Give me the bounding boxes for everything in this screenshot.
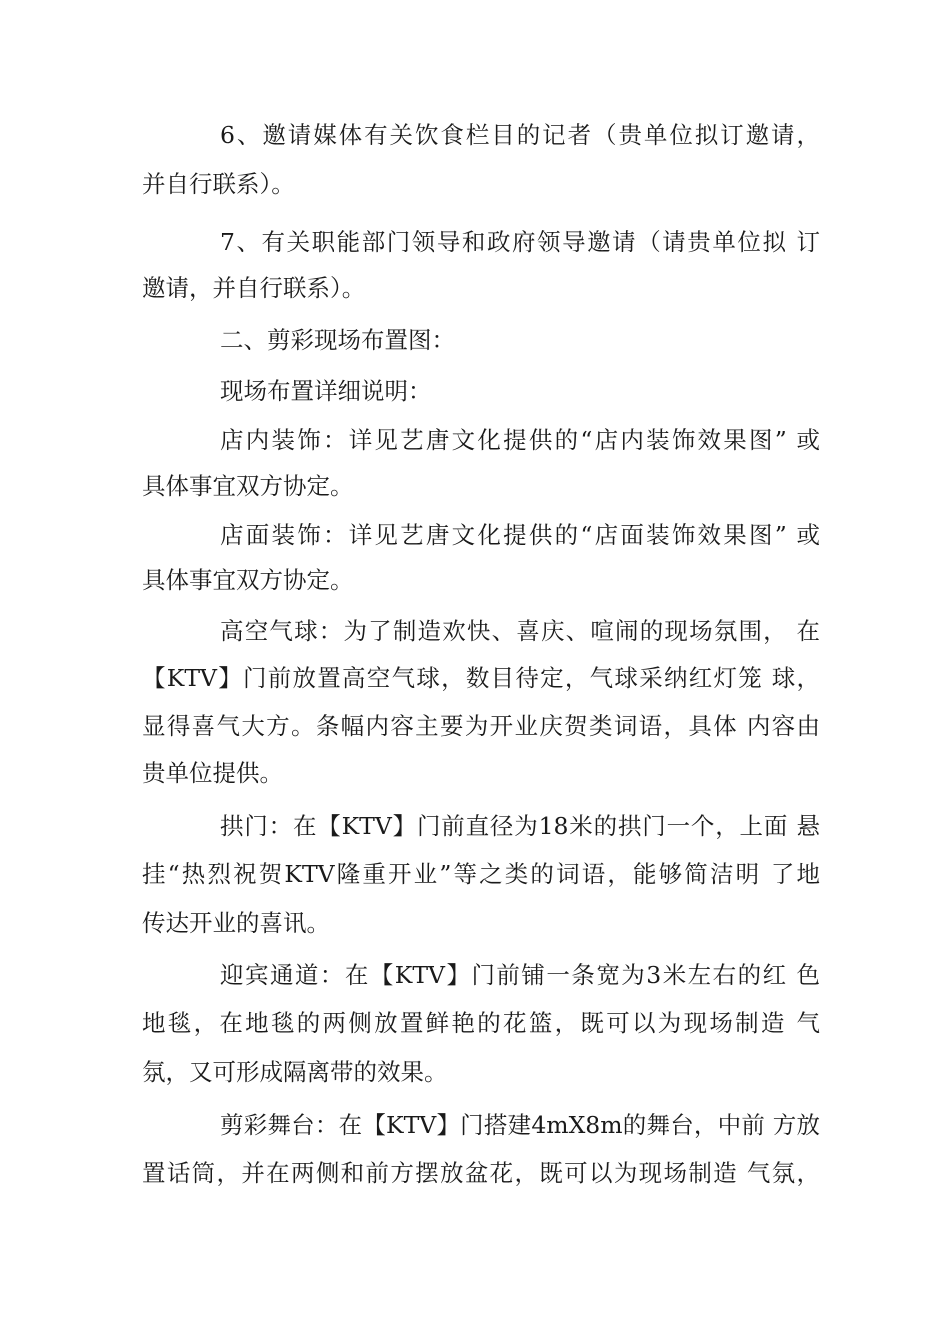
text-line: 氛，又可形成隔离带的效果。 xyxy=(142,1058,448,1086)
text-line: 【KTV】门前放置高空气球，数目待定，气球采纳红灯笼 球， xyxy=(142,664,820,692)
text-line: 传达开业的喜讯。 xyxy=(142,909,330,937)
section-heading: 二、剪彩现场布置图： xyxy=(220,326,455,354)
text-line: 具体事宜双方协定。 xyxy=(142,566,354,594)
subsection-heading: 现场布置详细说明： xyxy=(220,377,432,405)
text-line: 挂“热烈祝贺KTV隆重开业”等之类的词语，能够简洁明 了地 xyxy=(142,860,820,888)
text-line: 店面装饰：详见艺唐文化提供的“店面装饰效果图” 或 xyxy=(220,521,820,549)
text-line: 7、有关职能部门领导和政府领导邀请（请贵单位拟 订 xyxy=(220,228,820,256)
text-line: 高空气球：为了制造欢快、喜庆、喧闹的现场氛围， 在 xyxy=(220,617,820,645)
text-line: 显得喜气大方。条幅内容主要为开业庆贺类词语，具体 内容由 xyxy=(142,712,820,740)
text-line: 店内装饰：详见艺唐文化提供的“店内装饰效果图” 或 xyxy=(220,426,820,454)
text-line: 拱门：在【KTV】门前直径为18米的拱门一个，上面 悬 xyxy=(220,812,820,840)
text-line: 贵单位提供。 xyxy=(142,759,283,787)
text-line: 邀请，并自行联系）。 xyxy=(142,274,366,302)
text-line: 地毯，在地毯的两侧放置鲜艳的花篮，既可以为现场制造 气 xyxy=(142,1009,820,1037)
text-line: 具体事宜双方协定。 xyxy=(142,472,354,500)
text-line: 6、邀请媒体有关饮食栏目的记者（贵单位拟订邀请， xyxy=(220,121,820,149)
text-line: 置话筒，并在两侧和前方摆放盆花，既可以为现场制造 气氛， xyxy=(142,1159,820,1187)
text-line: 迎宾通道：在【KTV】门前铺一条宽为3米左右的红 色 xyxy=(220,961,820,989)
text-line: 并自行联系）。 xyxy=(142,170,295,198)
text-line: 剪彩舞台：在【KTV】门搭建4mX8m的舞台，中前 方放 xyxy=(220,1111,820,1139)
